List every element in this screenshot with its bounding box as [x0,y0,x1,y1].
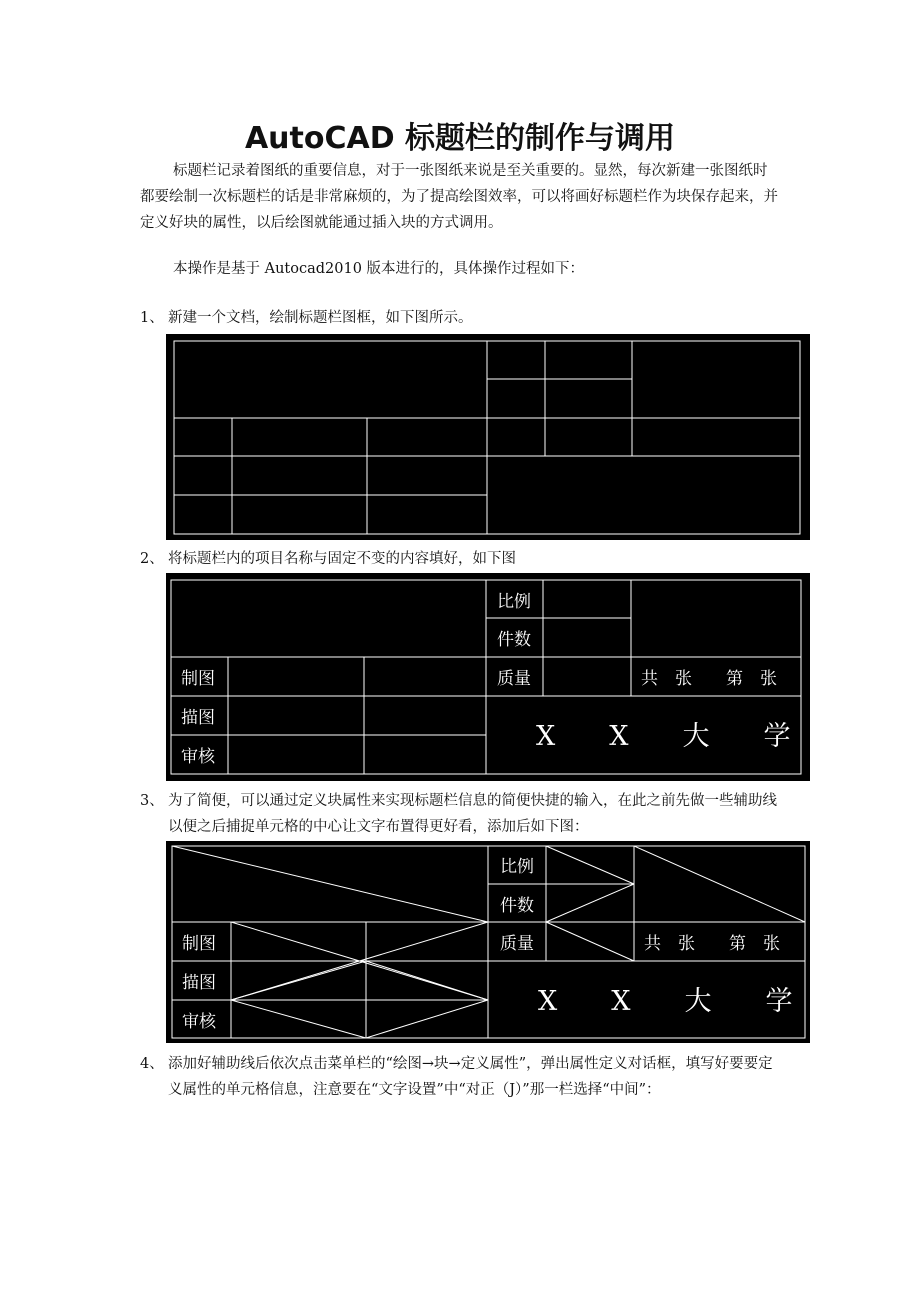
step-text: 添加好辅助线后依次点击菜单栏的“绘图→块→定义属性”，弹出属性定义对话框，填写好要要定义属性的单元格信息，注意要在“文字设置”中“对正（J）”那一栏选择“中间”： [168,1056,773,1098]
step-1 [140,305,780,331]
label-trace: 描图 [182,973,216,993]
auxiliary-drawing [166,841,810,1043]
step-number: 3、 [140,793,164,809]
step-number: 1、 [140,310,164,326]
label-draw: 制图 [181,669,215,689]
page-title: AutoCAD 标题栏的制作与调用 [244,121,676,156]
step-2 [140,546,780,572]
cad-figure-labels [166,573,810,781]
step-text: 新建一个文档，绘制标题栏图框，如下图所示。 [168,310,473,326]
label-review: 审核 [181,747,215,767]
label-count: 件数 [500,896,534,916]
basis-paragraph: 本操作是基于 Autocad2010 版本进行的，具体操作过程如下： [173,261,585,277]
cad-figure-auxiliary [166,841,810,1043]
label-university: X X 大 学 [538,986,793,1017]
label-university: X X 大 学 [536,721,791,752]
label-mass: 质量 [497,669,531,689]
label-draw: 制图 [182,934,216,954]
step-text: 为了简便，可以通过定义块属性来实现标题栏信息的简便快捷的输入，在此之前先做一些辅助线以便之后捕捉单元格的中心让文字布置得更好看，添加后如下图： [168,793,777,835]
label-mass: 质量 [500,934,534,954]
label-sheets: 共 张 第 张 [641,669,777,689]
step-3 [140,788,780,840]
step-number: 2、 [140,551,164,567]
label-sheets: 共 张 第 张 [644,934,780,954]
labels-drawing [166,573,810,781]
label-review: 审核 [182,1012,216,1032]
step-4 [140,1051,780,1129]
label-scale: 比例 [497,592,531,612]
cad-figure-frame [166,334,810,540]
step-number: 4、 [140,1056,164,1072]
label-count: 件数 [497,630,531,650]
label-trace: 描图 [181,708,215,728]
label-scale: 比例 [500,857,534,877]
intro-paragraph: 标题栏记录着图纸的重要信息，对于一张图纸来说是至关重要的。显然，每次新建一张图纸时都要绘制一次标题栏的话是非常麻烦的，为了提高绘图效率，可以将画好标题栏作为块保存起来，并定义好块的属性，以后绘图就能通过插入块的方式调用。 [140,163,778,231]
step-text: 将标题栏内的项目名称与固定不变的内容填好，如下图 [168,551,516,567]
frame-drawing [166,334,810,540]
